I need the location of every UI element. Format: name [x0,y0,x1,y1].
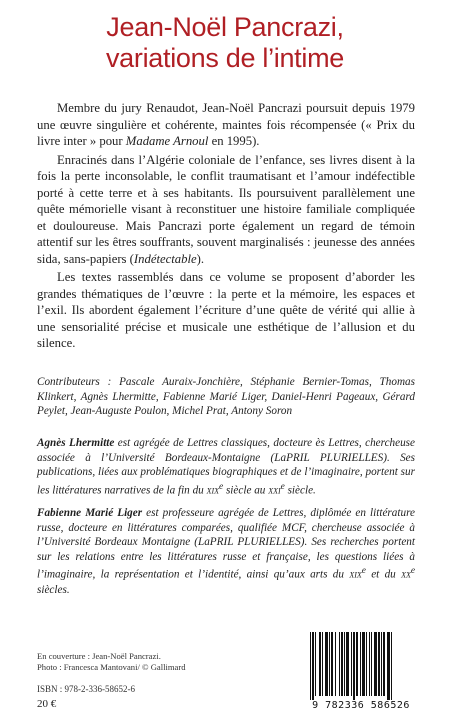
contributors-list: Contributeurs : Pascale Auraix-Jonchière, Stéphanie Bernier-Tomas, Thomas Klinkert, Agnès Lhermitte, Fabienne Marié Liger, Daniel-Henri Pageaux, Gérard Peylet, Jean-Auguste Poulon, Michel Prat, Antony Soron [37,376,415,418]
bio-fabienne-marie-liger: Fabienne Marié Liger est professeure agrégée de Lettres, diplômée en littérature russe, docteure en littératures comparées, qualifiée MCF, chercheuse associée à l’Université Bordeaux Montaigne (LaPRIL PLURIELLES). Ses recherches portent sur les relations entre les littératures russe et française, les questions liées à l’imaginaire, la représentation et l’identité, ainsi qu’aux arts du xix$^e$ et du $xx^e$ siècles. [37,507,415,596]
bio-name: Agnès Lhermitte [37,437,115,449]
title-line-1: Jean-Noël Pancrazi, [106,12,344,42]
barcode-digits: 9 782336 586526 [312,700,410,711]
book-title [0,12,450,74]
author-bios [37,436,415,605]
cover-credits [37,651,257,673]
bio-name: Fabienne Marié Liger [37,507,143,520]
photo-credit-line: Photo : Francesca Mantovani/ © Gallimard [37,662,186,672]
bio-agnes-lhermitte: Agnès Lhermitte est agrégée de Lettres classiques, docteure ès Lettres, chercheuse associée à l’Université Bordeaux-Montaigne (LaPRIL PLURIELLES). Ses publications, liées aux problématiques biographiques et de l’imaginaire, portent sur les littératures narratives de la fin du xix$^e$ siècle au xxi$^e$ siècle. [37,437,416,497]
summary-paragraph-1: Membre du jury Renaudot, Jean-Noël Pancrazi poursuit depuis 1979 une œuvre singulière et cohérente, maintes fois récompensée (« Prix du livre inter » pour Madame Arnoul en 1995). [37,101,415,148]
summary-paragraph-3: Les textes rassemblés dans ce volume se proposent d’aborder les grandes thématiques de l’œuvre : la perte et la mémoire, les espaces et l’exil. Ils abordent également l’écriture d’une quête de vérité qui allie à une sensorialité précise et musicale une esthétique de l’allusion et du silence. [37,270,415,350]
price-text: 20 € [37,698,57,710]
cover-credit-line: En couverture : Jean-Noël Pancrazi. [37,651,161,661]
isbn-text: ISBN : 978-2-336-58652-6 [37,684,135,694]
summary-paragraph-2: Enracinés dans l’Algérie coloniale de l’enfance, ses livres disent à la fois la perte inconsolable, le conflit traumatisant et l’amour indéfectible porté à cette terre et à ses habitants. Ils poursuivent parallèlement une quête mémorielle visant à reconstituer une histoire familiale compliquée et douloureuse. Mais Pancrazi porte également un regard de témoin attentif sur les êtres souffrants, souvent marginalisés : jeunesse des années sida, sans-papiers (Indétectable). [37,152,415,266]
summary-text [37,100,415,354]
barcode-bars [304,630,418,700]
barcode [304,630,418,714]
title-line-2: variations de l’intime [105,43,344,73]
